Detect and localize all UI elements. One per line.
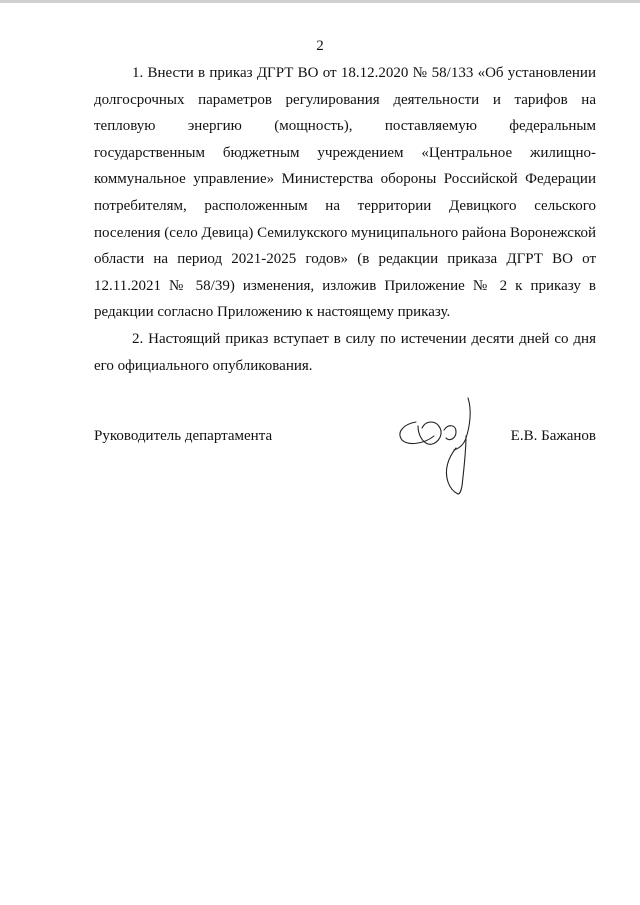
page-top-edge [0, 0, 640, 3]
signer-name: Е.В. Бажанов [510, 428, 596, 444]
signature-block [94, 396, 596, 506]
paragraph-2: 2. Настоящий приказ вступает в силу по истечении десяти дней со дня его официального опубликования. [94, 330, 596, 374]
document-body [94, 60, 596, 379]
signer-title: Руководитель департамента [94, 428, 273, 444]
signature-graphic [394, 396, 504, 501]
handwritten-signature [394, 396, 504, 501]
page-number: 2 [316, 38, 324, 54]
paragraph-1: 1. Внести в приказ ДГРТ ВО от 18.12.2020 № 58/133 «Об установлении долгосрочных параметров регулирования деятельности и тарифов на тепловую энергию (мощность), поставляемую федеральным государственным бюджетным учреждением «Центральное жилищно-коммунальное управление» Министерства обороны Российской Федерации потребителям, расположенным на территории Девицкого сельского поселения (село Девица) Семилукского муниципального района Воронежской области на период 2021-2025 годов» (в редакции приказа ДГРТ ВО от 12.11.2021 № 58/39) изменения, изложив Приложение № 2 к приказу в редакции согласно Приложению к настоящему приказу. [94, 65, 596, 321]
